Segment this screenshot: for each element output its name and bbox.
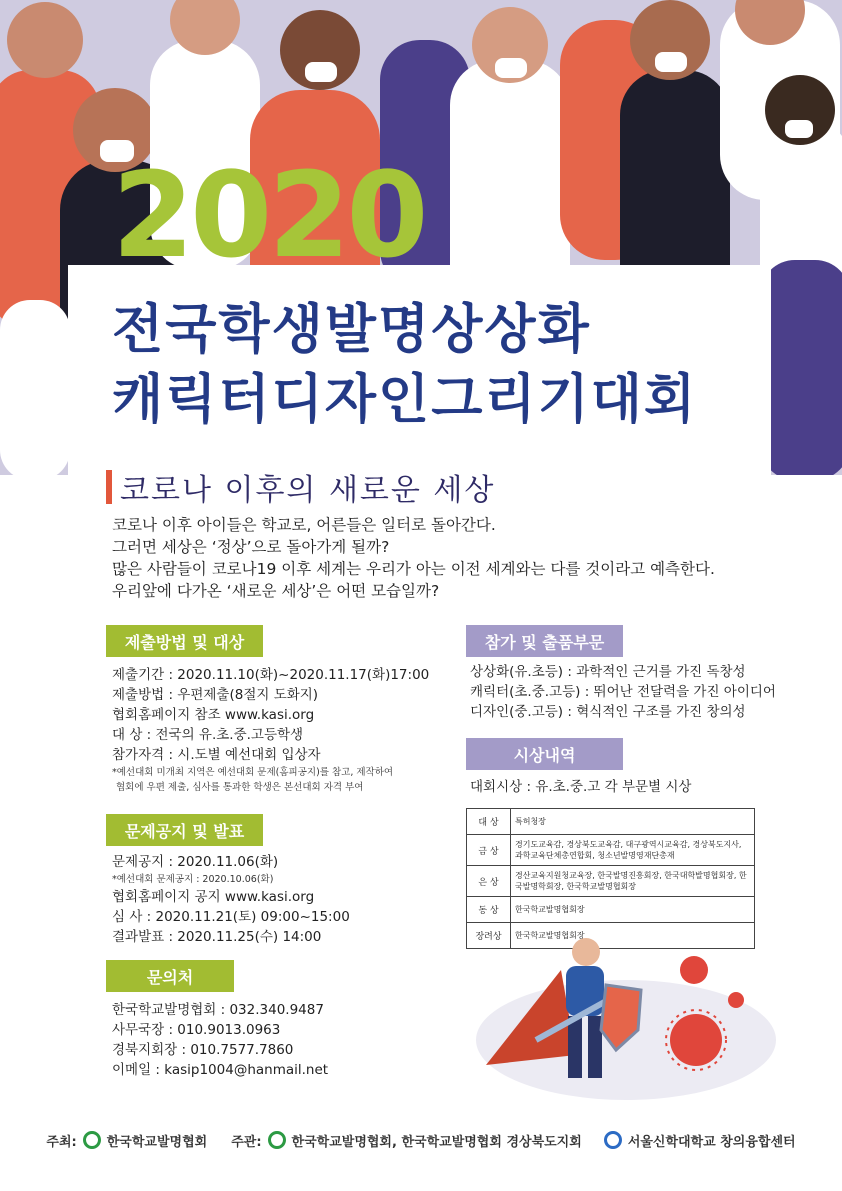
host-label: 주최: xyxy=(46,1134,77,1150)
title-line-2: 캐릭터디자인그리기대회 xyxy=(112,369,698,430)
award-value: 경산교육지원청교육장, 한국발명진흥회장, 한국대학발명협회장, 한국발명학회장, 한국학교발명협회장 xyxy=(511,866,755,897)
footer xyxy=(0,1120,842,1160)
submission-note: *예선대회 미개최 지역은 예선대회 문제(홈피공지)를 참고, 제작하여 xyxy=(112,767,394,778)
notice-line: 심 사 : 2020.11.21(토) 09:00~15:00 xyxy=(112,909,350,925)
submission-line: 대 상 : 전국의 유.초.중.고등학생 xyxy=(112,727,304,743)
table-row xyxy=(467,897,755,923)
submission-line: 참가자격 : 시.도별 예선대회 입상자 xyxy=(112,747,321,763)
award-label: 은 상 xyxy=(467,866,511,897)
organizer-label: 주관: xyxy=(231,1134,262,1150)
intro-line: 많은 사람들이 코로나19 이후 세계는 우리가 아는 이전 세계와는 다를 것이라고 예측한다. xyxy=(112,560,715,578)
categories-heading: 참가 및 출품부문 xyxy=(466,625,623,657)
intro-line: 우리앞에 다가온 ‘새로운 세상’은 어떤 모습일까? xyxy=(112,582,440,600)
award-label: 동 상 xyxy=(467,897,511,923)
contact-line: 이메일 : kasip1004@hanmail.net xyxy=(112,1062,329,1078)
association-logo-icon xyxy=(83,1131,101,1149)
category-line: 상상화(유.초등) : 과학적인 근거를 가진 독창성 xyxy=(470,664,746,680)
contact-heading: 문의처 xyxy=(106,960,234,992)
submission-note: 협회에 우편 제출, 심사를 통과한 학생은 본선대회 자격 부여 xyxy=(116,782,364,793)
award-label: 대 상 xyxy=(467,809,511,835)
contact-line: 한국학교발명협회 : 032.340.9487 xyxy=(112,1002,324,1018)
year-heading: 2020 xyxy=(112,146,425,284)
host-name: 한국학교발명협회 xyxy=(106,1134,208,1150)
table-row xyxy=(467,835,755,866)
intro-line: 그러면 세상은 ‘정상’으로 돌아가게 될까? xyxy=(112,538,390,556)
category-line: 캐릭터(초.중.고등) : 뛰어난 전달력을 가진 아이디어 xyxy=(470,684,776,700)
submission-block xyxy=(112,665,442,795)
table-row xyxy=(467,866,755,897)
organizer-name: 한국학교발명협회, 한국학교발명협회 경상북도지회 xyxy=(291,1134,582,1150)
university-logo-icon xyxy=(604,1131,622,1149)
award-label: 장려상 xyxy=(467,923,511,949)
awards-summary: 대회시상 : 유.초.중.고 각 부문별 시상 xyxy=(470,779,692,795)
category-line: 디자인(중.고등) : 혁식적인 구조를 가진 창의성 xyxy=(470,704,746,720)
awards-table xyxy=(466,808,755,949)
award-label: 금 상 xyxy=(467,835,511,866)
award-value: 한국학교발명협회장 xyxy=(511,923,755,949)
awards-heading: 시상내역 xyxy=(466,738,623,770)
partner-name: 서울신학대학교 창의융합센터 xyxy=(627,1134,796,1150)
submission-line: 협회홈페이지 참조 www.kasi.org xyxy=(112,707,315,723)
notice-block xyxy=(112,852,442,947)
submission-heading: 제출방법 및 대상 xyxy=(106,625,263,657)
notice-heading: 문제공지 및 발표 xyxy=(106,814,263,846)
notice-note: *예선대회 문제공지 : 2020.10.06(화) xyxy=(112,874,274,885)
notice-line: 결과발표 : 2020.11.25(수) 14:00 xyxy=(112,929,322,945)
superhero-virus-icon xyxy=(466,930,776,1100)
subtitle: 코로나 이후의 새로운 세상 xyxy=(120,473,496,508)
submission-line: 제출방법 : 우편제출(8절지 도화지) xyxy=(112,687,319,703)
submission-line: 제출기간 : 2020.11.10(화)~2020.11.17(화)17:00 xyxy=(112,667,430,683)
intro-paragraph xyxy=(112,514,812,602)
intro-line: 코로나 이후 아이들은 학교로, 어른들은 일터로 돌아간다. xyxy=(112,516,496,534)
contact-line: 경북지회장 : 010.7577.7860 xyxy=(112,1042,294,1058)
award-value: 경기도교육감, 경상북도교육감, 대구광역시교육감, 경상북도지사, 과학교육단체총연합회, 청소년발명영재단총재 xyxy=(511,835,755,866)
award-value: 특허청장 xyxy=(511,809,755,835)
subtitle-accent-bar xyxy=(106,470,112,504)
title-line-1: 전국학생발명상상화 xyxy=(112,299,591,360)
contact-line: 사무국장 : 010.9013.0963 xyxy=(112,1022,281,1038)
categories-block xyxy=(470,662,790,722)
notice-line: 문제공지 : 2020.11.06(화) xyxy=(112,854,279,870)
award-value: 한국학교발명협회장 xyxy=(511,897,755,923)
superhero-illustration xyxy=(466,930,776,1104)
poster-title xyxy=(112,295,762,435)
contact-block xyxy=(112,1000,442,1080)
table-row xyxy=(467,809,755,835)
association-logo-icon xyxy=(268,1131,286,1149)
notice-line: 협회홈페이지 공지 www.kasi.org xyxy=(112,889,315,905)
